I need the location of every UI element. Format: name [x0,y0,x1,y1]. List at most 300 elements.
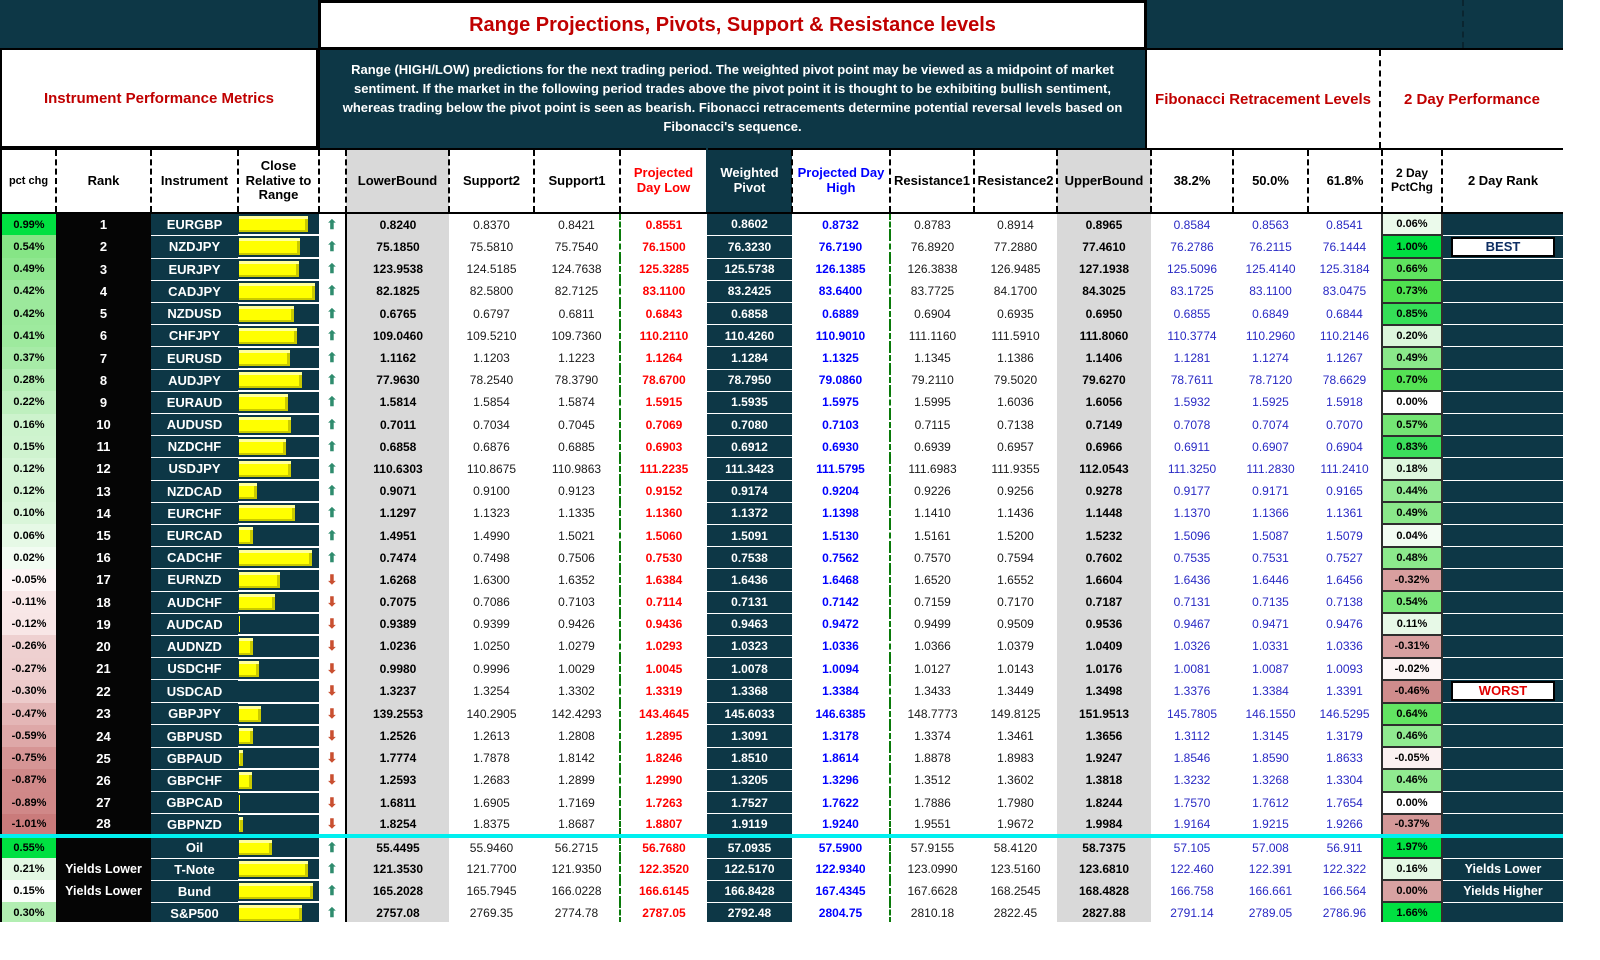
cell-rank[interactable]: 12 [56,458,151,480]
cell-pdl[interactable]: 83.1100 [620,280,707,302]
cell-lb[interactable]: 1.5814 [346,391,449,413]
cell-pdh[interactable]: 0.7103 [822,417,859,432]
cell-pct[interactable]: 0.15% [1,880,56,902]
cell-bar[interactable] [238,235,319,258]
cell-bar[interactable] [238,436,319,458]
cell-pdl[interactable]: 122.3520 [620,858,707,880]
cell-pct[interactable]: 0.54% [1,235,56,258]
cell-f50[interactable]: 57.008 [1233,836,1308,858]
cell-f61[interactable]: 1.0336 [1326,639,1363,654]
cell-ub[interactable]: 1.6604 [1057,569,1151,591]
cell-r1[interactable]: 1.3512 [890,769,974,791]
cell-d2pct[interactable]: 0.83% [1382,436,1442,458]
cell-pdl[interactable]: 125.3285 [620,258,707,280]
cell-d2pct[interactable]: 1.66% [1382,902,1442,922]
cell-r2[interactable]: 123.5160 [990,862,1041,877]
cell-d2rank[interactable] [1442,591,1563,613]
cell-dir[interactable] [319,769,346,791]
cell-f61[interactable]: 1.5918 [1326,395,1363,410]
cell-dir[interactable] [319,792,346,814]
cell-bar[interactable] [238,547,319,569]
cell-ub[interactable]: 111.8060 [1057,325,1151,347]
cell-ub[interactable]: 1.6056 [1057,391,1151,413]
cell-r2[interactable]: 0.6935 [997,306,1034,321]
cell-bar[interactable] [238,502,319,524]
cell-s2[interactable]: 1.3254 [473,684,510,699]
cell-bar[interactable] [238,325,319,347]
cell-dir[interactable] [319,635,346,657]
cell-bar[interactable] [238,814,319,836]
cell-wp[interactable]: 0.7080 [707,414,792,436]
cell-s2[interactable]: 1.5854 [473,395,510,410]
cell-r1[interactable]: 126.3838 [890,258,974,280]
cell-f61[interactable]: 1.6456 [1326,572,1363,587]
cell-f50[interactable]: 0.9471 [1252,617,1289,632]
cell-ub[interactable]: 0.6950 [1057,303,1151,325]
cell-pct[interactable]: 0.30% [1,902,56,922]
cell-r2[interactable]: 1.3449 [997,684,1034,699]
cell-bar[interactable] [238,369,319,391]
cell-pdh[interactable]: 1.3296 [822,773,859,788]
cell-pdl[interactable]: 2787.05 [620,902,707,922]
cell-f50[interactable]: 83.1100 [1249,284,1292,299]
cell-d2pct[interactable]: 0.57% [1382,414,1442,436]
cell-r2[interactable]: 0.7594 [997,550,1034,565]
cell-f38[interactable]: 83.1725 [1170,284,1214,299]
cell-pdl[interactable]: 56.7680 [620,836,707,858]
cell-pdl[interactable]: 1.5060 [620,524,707,546]
cell-d2rank[interactable] [1442,213,1563,235]
cell-s1[interactable]: 166.0228 [551,884,602,899]
cell-r2[interactable]: 1.3602 [997,773,1034,788]
cell-pdl[interactable]: 111.2235 [620,458,707,480]
cell-f50[interactable]: 0.7074 [1252,417,1289,432]
cell-pdh[interactable]: 146.6385 [815,706,866,721]
cell-dir[interactable] [319,280,346,302]
cell-bar[interactable] [238,858,319,880]
cell-rank[interactable]: 9 [56,391,151,413]
cell-rank[interactable]: 13 [56,480,151,502]
cell-s1[interactable]: 78.3790 [554,373,599,388]
cell-d2rank[interactable] [1442,613,1563,635]
cell-r1[interactable]: 1.8878 [890,747,974,769]
cell-s1[interactable]: 0.7103 [558,595,595,610]
cell-rank[interactable]: 2 [56,235,151,258]
cell-pdh[interactable]: 0.9472 [822,617,859,632]
cell-ub[interactable]: 151.9513 [1057,703,1151,725]
cell-instrument[interactable]: EURNZD [151,569,238,591]
cell-wp[interactable]: 78.7950 [707,369,792,391]
cell-lb[interactable]: 123.9538 [346,258,449,280]
cell-dir[interactable] [319,703,346,725]
cell-f61[interactable]: 1.1267 [1326,351,1363,366]
cell-f61[interactable]: 0.7138 [1326,595,1363,610]
cell-instrument[interactable]: T-Note [151,858,238,880]
cell-pct[interactable]: 0.55% [1,836,56,858]
cell-rank[interactable]: 20 [56,635,151,657]
cell-instrument[interactable]: Bund [151,880,238,902]
cell-pct[interactable]: 0.10% [1,502,56,524]
cell-r2[interactable]: 1.6036 [997,395,1034,410]
cell-bar[interactable] [238,635,319,657]
cell-pct[interactable]: 0.12% [1,458,56,480]
cell-s2[interactable]: 1.1203 [473,351,510,366]
cell-r1[interactable]: 123.0990 [890,858,974,880]
cell-instrument[interactable]: GBPUSD [151,725,238,747]
cell-wp[interactable]: 1.1372 [707,502,792,524]
cell-bar[interactable] [238,703,319,725]
cell-pdh[interactable]: 79.0860 [818,373,863,388]
cell-s2[interactable]: 1.8375 [473,816,510,831]
cell-f50[interactable]: 0.6849 [1252,306,1289,321]
cell-r2[interactable]: 1.6552 [997,572,1034,587]
cell-pdh[interactable]: 1.3178 [822,729,859,744]
cell-lb[interactable]: 1.2526 [346,725,449,747]
cell-instrument[interactable]: GBPJPY [151,703,238,725]
cell-s2[interactable]: 110.8675 [466,461,517,476]
cell-f50[interactable]: 1.1366 [1252,506,1289,521]
cell-instrument[interactable]: GBPNZD [151,814,238,836]
cell-f61[interactable]: 1.3179 [1326,729,1363,744]
cell-r1[interactable]: 1.9551 [890,814,974,836]
cell-ub[interactable]: 79.6270 [1057,369,1151,391]
cell-ub[interactable]: 58.7375 [1057,836,1151,858]
cell-rank[interactable] [56,902,151,922]
cell-d2pct[interactable]: 0.18% [1382,458,1442,480]
cell-f61[interactable]: 1.5079 [1326,528,1363,543]
cell-f38[interactable]: 1.8546 [1173,751,1211,766]
cell-d2rank[interactable] [1442,769,1563,791]
cell-r1[interactable]: 0.7570 [890,547,974,569]
cell-wp[interactable]: 0.9174 [707,480,792,502]
cell-bar[interactable] [238,213,319,235]
cell-pdh[interactable]: 1.5130 [822,528,859,543]
cell-pct[interactable]: -0.87% [1,769,56,791]
cell-s2[interactable]: 0.7086 [473,595,510,610]
cell-pdh[interactable]: 1.8614 [822,751,859,766]
cell-pdl[interactable]: 78.6700 [620,369,707,391]
cell-f38[interactable]: 1.5932 [1173,395,1211,410]
cell-d2pct[interactable]: 0.00% [1382,391,1442,413]
cell-d2rank[interactable] [1442,814,1563,836]
cell-r1[interactable]: 0.7159 [890,591,974,613]
cell-ub[interactable]: 1.9984 [1057,814,1151,836]
cell-f50[interactable]: 0.7531 [1252,550,1289,565]
cell-pct[interactable]: -0.59% [1,725,56,747]
cell-dir[interactable] [319,480,346,502]
cell-f38[interactable]: 111.3250 [1167,461,1217,476]
cell-instrument[interactable]: EURCAD [151,524,238,546]
cell-d2pct[interactable]: 0.54% [1382,591,1442,613]
cell-wp[interactable]: 110.4260 [707,325,792,347]
cell-s2[interactable]: 140.2905 [466,706,517,721]
cell-dir[interactable] [319,725,346,747]
cell-s2[interactable]: 1.4990 [473,528,510,543]
cell-s2[interactable]: 1.6905 [473,795,510,810]
cell-d2pct[interactable]: 1.00% [1382,235,1442,258]
cell-f61[interactable]: 111.2410 [1320,461,1369,476]
cell-rank[interactable]: 19 [56,613,151,635]
cell-s2[interactable]: 0.9399 [473,617,510,632]
cell-pdh[interactable]: 1.5975 [822,395,859,410]
cell-wp[interactable]: 1.0078 [707,658,792,680]
cell-s2[interactable]: 0.8370 [473,217,510,232]
cell-f61[interactable]: 125.3184 [1319,262,1370,277]
cell-s2[interactable]: 0.6876 [473,439,510,454]
cell-d2rank[interactable] [1442,680,1563,703]
cell-instrument[interactable]: CHFJPY [151,325,238,347]
cell-d2pct[interactable]: 0.46% [1382,769,1442,791]
cell-f61[interactable]: 83.0475 [1322,284,1367,299]
cell-r2[interactable]: 1.1436 [997,506,1034,521]
cell-r1[interactable]: 79.2110 [890,369,974,391]
cell-d2rank[interactable] [1442,902,1563,922]
cell-d2rank[interactable] [1442,303,1563,325]
cell-f38[interactable]: 0.6855 [1173,306,1211,321]
cell-dir[interactable] [319,524,346,546]
cell-f38[interactable]: 125.5096 [1166,262,1218,277]
cell-f61[interactable]: 0.6844 [1326,306,1363,321]
cell-ub[interactable]: 1.0176 [1057,658,1151,680]
cell-bar[interactable] [238,792,319,814]
cell-pdl[interactable]: 1.0293 [620,635,707,657]
cell-pdh[interactable]: 1.3384 [822,684,859,699]
cell-s2[interactable]: 55.9460 [449,836,534,858]
cell-dir[interactable] [319,858,346,880]
cell-ub[interactable]: 1.5232 [1057,524,1151,546]
cell-pdh[interactable]: 1.0094 [822,661,859,676]
cell-s2[interactable]: 75.5810 [469,239,514,254]
cell-f38[interactable]: 1.3376 [1173,684,1211,699]
cell-wp[interactable]: 1.9119 [707,814,792,836]
cell-pdh[interactable]: 0.7142 [822,595,859,610]
cell-f61[interactable]: 1.9266 [1326,816,1363,831]
cell-r2[interactable]: 126.9485 [990,262,1041,277]
cell-dir[interactable] [319,680,346,703]
cell-f61[interactable]: 0.6904 [1326,439,1363,454]
cell-s1[interactable]: 142.4293 [551,706,602,721]
cell-r2[interactable]: 0.7170 [997,595,1034,610]
cell-d2pct[interactable]: 0.16% [1382,858,1442,880]
cell-f50[interactable]: 125.4140 [1245,262,1296,277]
cell-rank[interactable]: 15 [56,524,151,546]
cell-rank[interactable]: 28 [56,814,151,836]
cell-rank[interactable]: 22 [56,680,151,703]
cell-pct[interactable]: 0.37% [1,347,56,369]
cell-ub[interactable]: 112.0543 [1057,458,1151,480]
cell-d2pct[interactable]: 0.44% [1382,480,1442,502]
cell-s1[interactable]: 0.7506 [558,550,595,565]
cell-lb[interactable]: 0.7474 [346,547,449,569]
cell-pdl[interactable]: 0.9436 [620,613,707,635]
cell-f61[interactable]: 1.3391 [1326,684,1363,699]
cell-pct[interactable]: 0.22% [1,391,56,413]
cell-rank[interactable] [56,836,151,858]
cell-ub[interactable]: 168.4828 [1057,880,1151,902]
cell-instrument[interactable]: GBPCHF [151,769,238,791]
cell-bar[interactable] [238,414,319,436]
cell-wp[interactable]: 0.7131 [707,591,792,613]
cell-wp[interactable]: 0.6912 [707,436,792,458]
cell-wp[interactable]: 1.3368 [707,680,792,703]
cell-f50[interactable]: 122.391 [1248,862,1293,877]
cell-pdl[interactable]: 1.1360 [620,502,707,524]
cell-pct[interactable]: 0.12% [1,480,56,502]
cell-r1[interactable]: 76.8920 [890,235,974,258]
cell-pdl[interactable]: 0.7069 [620,414,707,436]
cell-r1[interactable]: 1.5995 [890,391,974,413]
cell-lb[interactable]: 1.0236 [346,635,449,657]
cell-lb[interactable]: 0.9389 [346,613,449,635]
cell-wp[interactable]: 111.3423 [707,458,792,480]
cell-pct[interactable]: -1.01% [1,814,56,836]
cell-f61[interactable]: 146.5295 [1319,706,1370,721]
cell-bar[interactable] [238,680,319,703]
cell-instrument[interactable]: NZDCHF [151,436,238,458]
cell-lb[interactable]: 0.8240 [346,213,449,235]
cell-pdl[interactable]: 1.2990 [620,769,707,791]
cell-f50[interactable]: 1.0087 [1252,661,1289,676]
cell-pct[interactable]: 0.42% [1,280,56,302]
cell-d2pct[interactable]: 0.70% [1382,369,1442,391]
cell-instrument[interactable]: S&P500 [151,902,238,922]
cell-r1[interactable]: 1.1410 [890,502,974,524]
cell-r1[interactable]: 1.1345 [890,347,974,369]
cell-r1[interactable]: 111.1160 [890,325,974,347]
cell-wp[interactable]: 1.7527 [707,792,792,814]
cell-wp[interactable]: 1.0323 [707,635,792,657]
cell-pdh[interactable]: 1.9240 [822,816,859,831]
cell-s1[interactable]: 75.7540 [554,239,599,254]
cell-d2rank[interactable] [1442,836,1563,858]
cell-rank[interactable]: 11 [56,436,151,458]
cell-wp[interactable]: 0.8602 [707,213,792,235]
cell-pdh[interactable]: 57.5900 [792,836,890,858]
cell-d2rank[interactable] [1442,458,1563,480]
cell-s1[interactable]: 1.0029 [558,661,595,676]
cell-lb[interactable]: 1.6268 [346,569,449,591]
cell-f38[interactable]: 0.8584 [1173,217,1211,232]
cell-rank[interactable]: 6 [56,325,151,347]
cell-r1[interactable]: 0.8783 [890,213,974,235]
cell-f61[interactable]: 56.911 [1308,836,1382,858]
cell-s2[interactable]: 109.5210 [466,328,517,343]
cell-pdl[interactable]: 0.6903 [620,436,707,458]
cell-rank[interactable]: 4 [56,280,151,302]
cell-pdh[interactable]: 0.6930 [822,439,859,454]
cell-dir[interactable] [319,414,346,436]
cell-pdl[interactable]: 76.1500 [620,235,707,258]
cell-f50[interactable]: 76.2115 [1249,239,1292,254]
cell-ub[interactable]: 0.6966 [1057,436,1151,458]
cell-s1[interactable]: 1.6352 [558,572,595,587]
cell-pdh[interactable]: 1.1325 [822,351,859,366]
cell-lb[interactable]: 1.7774 [346,747,449,769]
cell-f38[interactable]: 1.9164 [1173,816,1211,831]
cell-bar[interactable] [238,258,319,280]
cell-s2[interactable]: 0.7034 [473,417,510,432]
cell-s2[interactable]: 0.7498 [473,550,510,565]
cell-pdh[interactable]: 0.6889 [822,306,859,321]
cell-instrument[interactable]: CADJPY [151,280,238,302]
cell-bar[interactable] [238,303,319,325]
cell-s1[interactable]: 1.8687 [558,816,595,831]
cell-lb[interactable]: 0.6765 [346,303,449,325]
cell-r1[interactable]: 1.5161 [890,524,974,546]
cell-ub[interactable]: 77.4610 [1057,235,1151,258]
cell-dir[interactable] [319,569,346,591]
cell-bar[interactable] [238,280,319,302]
cell-dir[interactable] [319,303,346,325]
cell-d2pct[interactable]: 0.06% [1382,213,1442,235]
cell-s1[interactable]: 109.7360 [551,328,602,343]
cell-r2[interactable]: 149.8125 [990,706,1041,721]
cell-pdl[interactable]: 1.3319 [620,680,707,703]
cell-instrument[interactable]: AUDNZD [151,635,238,657]
cell-d2pct[interactable]: 0.20% [1382,325,1442,347]
cell-pdh[interactable]: 111.5795 [816,461,865,476]
cell-s1[interactable]: 0.8421 [558,217,595,232]
cell-ub[interactable]: 0.9536 [1057,613,1151,635]
cell-s2[interactable]: 1.0250 [473,639,510,654]
cell-pdl[interactable]: 0.7114 [620,591,707,613]
cell-instrument[interactable]: EURUSD [151,347,238,369]
cell-f38[interactable]: 1.5096 [1173,528,1211,543]
cell-s1[interactable]: 121.9350 [551,862,602,877]
cell-dir[interactable] [319,235,346,258]
cell-ub[interactable]: 1.8244 [1057,792,1151,814]
cell-d2pct[interactable]: 0.66% [1382,258,1442,280]
cell-f38[interactable]: 1.7570 [1173,795,1211,810]
cell-dir[interactable] [319,213,346,235]
cell-r2[interactable]: 1.5200 [997,528,1034,543]
cell-d2rank[interactable] [1442,280,1563,302]
cell-s1[interactable]: 1.1335 [558,506,595,521]
cell-lb[interactable]: 0.7075 [346,591,449,613]
cell-pdh[interactable]: 0.9204 [822,484,859,499]
cell-pdl[interactable]: 0.7530 [620,547,707,569]
cell-f61[interactable]: 1.1361 [1326,506,1363,521]
cell-f50[interactable]: 1.5925 [1252,395,1289,410]
cell-d2pct[interactable]: 0.48% [1382,547,1442,569]
cell-r2[interactable]: 111.5910 [991,328,1040,343]
cell-s2[interactable]: 124.5185 [466,262,517,277]
cell-pdl[interactable]: 166.6145 [620,880,707,902]
cell-d2pct[interactable]: 0.04% [1382,524,1442,546]
cell-pct[interactable]: 0.42% [1,303,56,325]
cell-instrument[interactable]: AUDUSD [151,414,238,436]
cell-rank[interactable]: 21 [56,658,151,680]
cell-r1[interactable]: 167.6628 [890,880,974,902]
cell-wp[interactable]: 1.3205 [707,769,792,791]
cell-r2[interactable]: 1.7980 [997,795,1034,810]
cell-f61[interactable]: 78.6629 [1322,373,1367,388]
cell-f38[interactable]: 0.9467 [1173,617,1211,632]
cell-lb[interactable]: 77.9630 [346,369,449,391]
cell-s2[interactable]: 1.7878 [473,751,510,766]
cell-d2rank[interactable] [1442,635,1563,657]
cell-d2pct[interactable]: 0.11% [1382,613,1442,635]
cell-r2[interactable]: 1.3461 [997,729,1034,744]
cell-f50[interactable]: 1.3384 [1252,684,1289,699]
cell-pdh[interactable]: 122.9340 [815,862,866,877]
cell-lb[interactable]: 0.9980 [346,658,449,680]
cell-lb[interactable]: 55.4495 [346,836,449,858]
cell-rank[interactable]: 14 [56,502,151,524]
cell-r1[interactable]: 0.6939 [890,436,974,458]
cell-pct[interactable]: 0.02% [1,547,56,569]
cell-d2rank[interactable] [1442,703,1563,725]
